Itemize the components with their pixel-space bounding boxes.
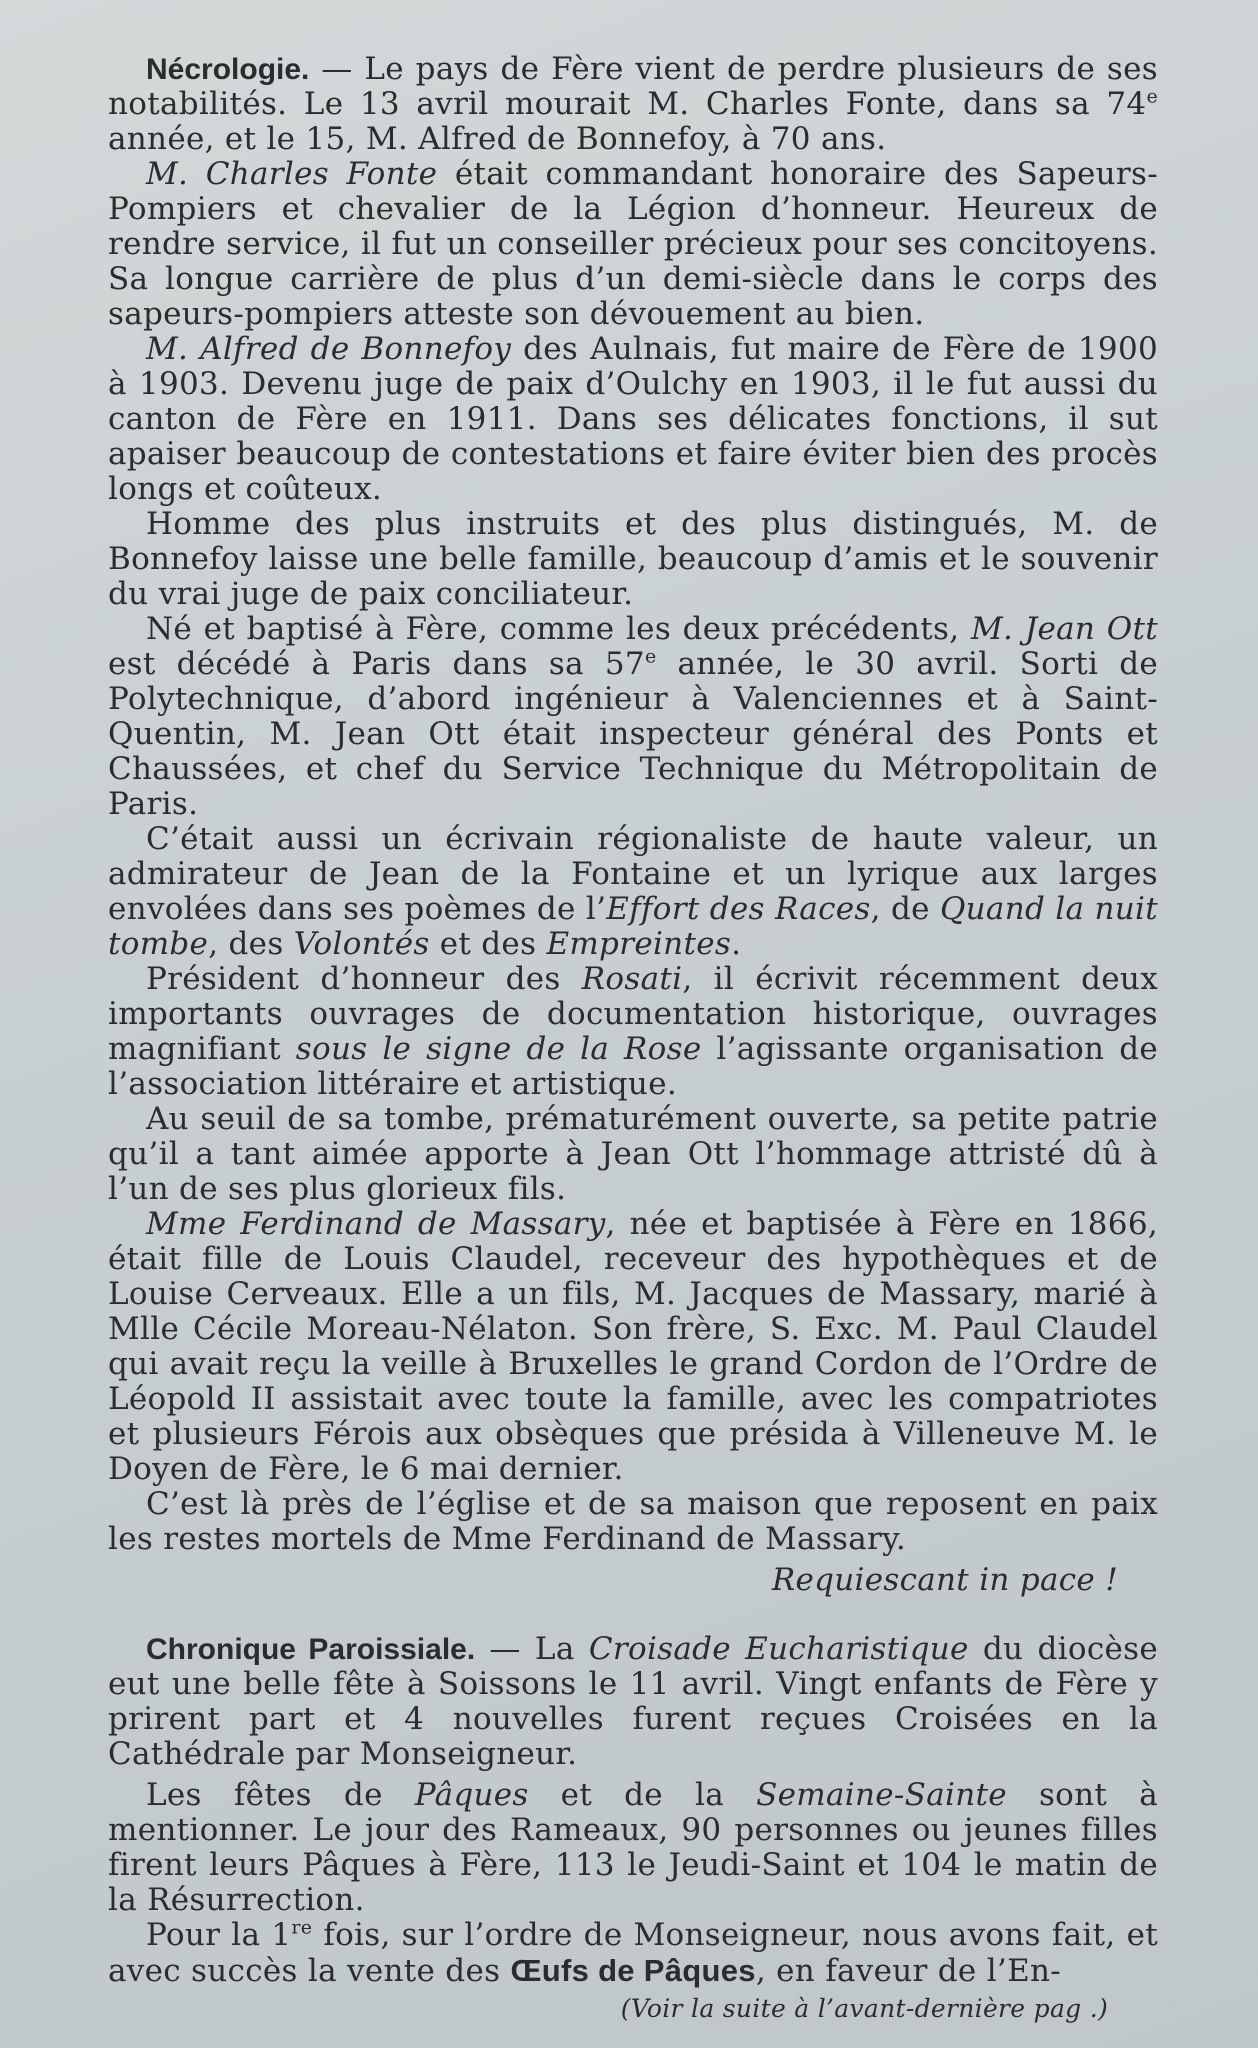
chronique-intro: [108, 1632, 1158, 1772]
fonte-paragraph: [108, 157, 1158, 332]
feast-name: Pâques: [414, 1777, 529, 1813]
massary-text: , née et baptisée à Fère en 1866, était fille de Louis Claudel, receveur des hypothèques et de Louise Cerveaux. Elle a un fils, M. Jacques de Massary, marié à Mlle Cécile Moreau-Nélaton. Son frère, S. Exc. M. Paul Claudel qui avait reçu la veille à Bruxelles le grand Cordon de l’Ordre de Léopold II assistait avec toute la famille, avec les compatriotes et plusieurs Férois aux obsèques que présida à Villeneuve M. le Doyen de Fère, le 6 mai dernier.: [108, 1206, 1158, 1487]
massary-paragraph: [108, 1207, 1158, 1487]
chronique-p2-a: Les fêtes de: [146, 1777, 415, 1813]
oeufs-de-paques: Œufs de Pâques: [510, 1953, 756, 1988]
ott-p2-e: .: [731, 926, 742, 962]
massary-name: Mme Ferdinand de Massary: [146, 1206, 606, 1242]
feast-name: Semaine-Sainte: [756, 1777, 1007, 1813]
continued-note: (Voir la suite à l’avant-dernière pag .): [620, 1994, 1108, 2023]
chronique-paragraph-3: [108, 1918, 1158, 1989]
ott-p2-b: , de: [870, 891, 940, 927]
ott-p3-c: l’agissante organisation de l’association littéraire et artistique.: [108, 1031, 1159, 1102]
chronique-p1-b: du diocèse eut une belle fête à Soissons le 11 avril. Vingt enfants de Fère y prirent part et 4 nouvelles furent reçues Croisées en la Cathédrale par Monseigneur.: [108, 1631, 1159, 1772]
text-column: [108, 52, 1158, 2026]
bonnefoy-text: des Aulnais, fut maire de Fère de 1900 à 1903. Devenu juge de paix d’Oulchy en 1903, il le fut aussi du canton de Fère en 1911. Dans ses délicates fonctions, il sut apaiser beaucoup de contestations et faire éviter bien des procès longs et coûteux.: [108, 331, 1158, 507]
croisade-title: Croisade Eucharistique: [588, 1631, 969, 1667]
ott-p2-d: et des: [429, 926, 547, 962]
superscript: re: [291, 1916, 313, 1939]
bonnefoy-paragraph: [108, 332, 1158, 507]
superscript: e: [1146, 85, 1158, 108]
necrologie-intro-text: — Le pays de Fère vient de perdre plusieurs de ses notabilités. Le 13 avril mourait M. Charles Fonte, dans sa 74: [108, 51, 1158, 122]
ott-name: M. Jean Ott: [971, 611, 1158, 647]
chronique-p2-b: et de la: [528, 1777, 757, 1813]
ott-text-b: année, le 30 avril. Sorti de Polytechnique, d’abord ingénieur à Valenciennes et à Saint-Quentin, M. Jean Ott était inspecteur général des Ponts et Chaussées, et chef du Service Technique du Métropolitain de Paris.: [108, 646, 1158, 822]
work-title: Empreintes: [546, 926, 732, 962]
chronique-p3-b: fois, sur l’ordre de Monseigneur, nous avons fait, et avec succès la vente des: [108, 1917, 1158, 1989]
ott-paragraph-4: Au seuil de sa tombe, prématurément ouverte, sa petite patrie qu’il a tant aimée apporte à Jean Ott l’hommage attristé dû à l’un de ses plus glorieux fils.: [108, 1101, 1158, 1207]
bonnefoy-paragraph-2: Homme des plus instruits et des plus distingués, M. de Bonnefoy laisse une belle famille, beaucoup d’amis et le souvenir du vrai juge de paix conciliateur.: [108, 506, 1158, 612]
emphasis-text: sous le signe de la Rose: [295, 1031, 702, 1067]
work-title: Quand la nuit tombe: [108, 891, 1158, 962]
ott-paragraph: [108, 612, 1158, 822]
chronique-p3-c: , en faveur de l’En-: [755, 1953, 1062, 1989]
necrologie-intro-end: année, et le 15, M. Alfred de Bonnefoy, à 70 ans.: [108, 121, 887, 157]
ott-paragraph-2: [108, 822, 1158, 962]
ott-text-a: est décédé à Paris dans sa 57: [108, 646, 645, 682]
chronique-p1-a: — La: [475, 1631, 589, 1667]
bonnefoy-name: M. Alfred de Bonnefoy: [146, 331, 512, 367]
chronique-p3-a: Pour la 1: [146, 1917, 292, 1953]
ott-intro: Né et baptisé à Fère, comme les deux précédents,: [146, 611, 971, 647]
chronique-heading: Chronique Paroissiale.: [146, 1633, 476, 1666]
ott-p3-b: , il écrivit récemment deux importants ouvrages de documentation historique, ouvrages magnifiant: [108, 961, 1158, 1067]
work-title: Effort des Races: [606, 891, 871, 927]
society-name: Rosati: [581, 961, 683, 997]
requiescant-line: Requiescant in pace !: [771, 1562, 1118, 1598]
massary-paragraph-2: C’est là près de l’église et de sa maison que reposent en paix les restes mortels de Mme Ferdinand de Massary.: [108, 1486, 1158, 1557]
fonte-text: était commandant honoraire des Sapeurs-Pompiers et chevalier de la Légion d’honneur. Heureux de rendre service, il fut un conseiller précieux pour ses concitoyens. Sa longue carrière de plus d’un demi-siècle dans le corps des sapeurs-pompiers atteste son dévouement au bien.: [108, 156, 1158, 332]
fonte-name: M. Charles Fonte: [146, 156, 438, 192]
work-title: Volontés: [293, 926, 430, 962]
ott-p2-c: , des: [208, 926, 294, 962]
necrologie-intro: [108, 52, 1158, 157]
chronique-p2-c: sont à mentionner. Le jour des Rameaux, 90 personnes ou jeunes filles firent leurs Pâques à Fère, 113 le Jeudi-Saint et 104 le matin de la Résurrection.: [108, 1777, 1159, 1918]
ott-p2-a: C’était aussi un écrivain régionaliste de haute valeur, un admirateur de Jean de la Fontaine et un lyrique aux larges envolées dans ses poèmes de l’: [108, 821, 1158, 927]
ott-p3-a: Président d’honneur des: [146, 961, 582, 997]
necrologie-heading: Nécrologie.: [146, 53, 310, 86]
ott-paragraph-3: [108, 962, 1158, 1102]
superscript: e: [644, 645, 657, 668]
chronique-paragraph-2: [108, 1778, 1158, 1918]
